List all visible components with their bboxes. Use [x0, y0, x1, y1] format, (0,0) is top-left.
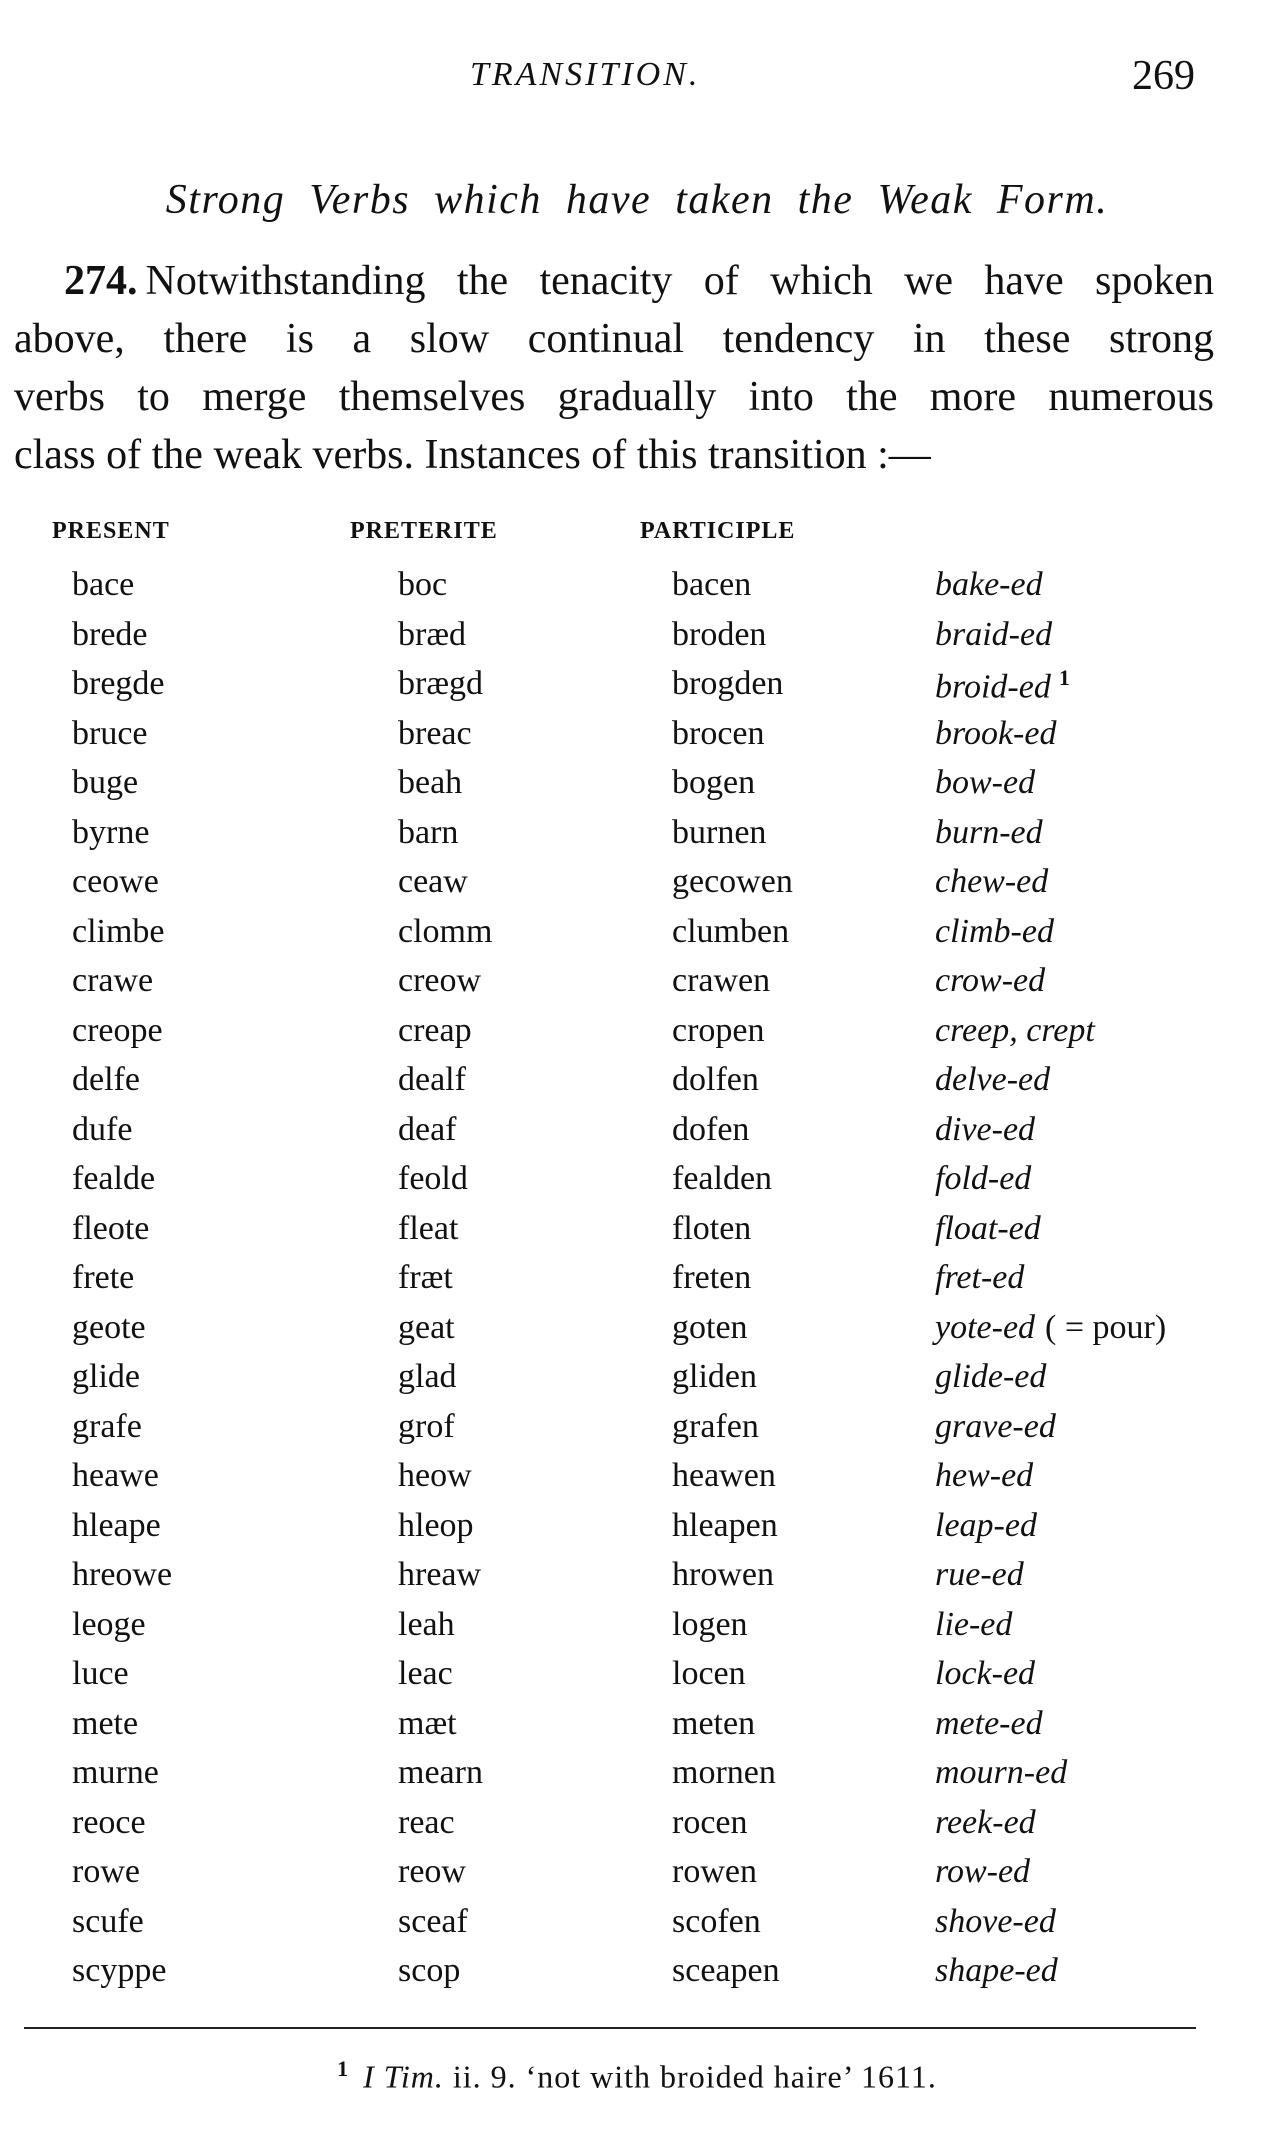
- cell-participle: [672, 1457, 776, 1495]
- table-row: [0, 1259, 1274, 1309]
- table-row: [0, 1754, 1274, 1804]
- cell-modern-form-text: mete-ed: [935, 1704, 1043, 1742]
- cell-present: [72, 665, 165, 703]
- table-row: [0, 1556, 1274, 1606]
- cell-preterite: [398, 1655, 453, 1693]
- cell-present-text: bruce: [72, 714, 148, 752]
- cell-present: [72, 863, 159, 901]
- footnote-reference: I Tim.: [363, 2058, 444, 2095]
- cell-participle-text: hleapen: [672, 1506, 778, 1544]
- cell-modern-form: [935, 715, 1056, 753]
- cell-participle: [672, 1061, 759, 1099]
- cell-preterite-text: geat: [398, 1308, 455, 1346]
- column-header-preterite: PRETERITE: [350, 518, 498, 544]
- cell-participle: [672, 1754, 776, 1792]
- section-heading: Strong Verbs which have taken the Weak Form.: [165, 177, 1109, 223]
- cell-preterite: [398, 962, 481, 1000]
- cell-preterite-text: dealf: [398, 1061, 466, 1098]
- cell-participle: [672, 1507, 778, 1545]
- cell-present: [72, 1160, 155, 1198]
- cell-modern-form-text: shape-ed: [935, 1952, 1058, 1989]
- cell-modern-form-text: grave-ed: [935, 1407, 1056, 1445]
- cell-participle: [672, 566, 751, 604]
- cell-participle: [672, 1705, 755, 1743]
- paragraph-line: class of the weak verbs. Instances of this transition :—: [14, 432, 931, 478]
- cell-participle-text: locen: [672, 1655, 746, 1692]
- cell-present: [72, 764, 138, 802]
- cell-preterite: [398, 814, 458, 852]
- table-row: [0, 1804, 1274, 1854]
- cell-preterite-text: ceaw: [398, 863, 468, 900]
- table-row: [0, 1408, 1274, 1458]
- cell-preterite: [398, 715, 472, 753]
- cell-modern-form: [935, 1309, 1166, 1347]
- cell-preterite: [398, 1903, 468, 1941]
- cell-participle-text: gliden: [672, 1358, 757, 1395]
- cell-modern-form-text: burn-ed: [935, 813, 1043, 851]
- paragraph-line-text: Notwithstanding the tenacity of which we have spoken: [145, 258, 1214, 304]
- cell-preterite: [398, 1210, 458, 1248]
- cell-participle: [672, 1259, 751, 1297]
- table-row: [0, 665, 1274, 715]
- cell-preterite-text: bræd: [398, 615, 466, 653]
- cell-modern-form-text: braid-ed: [935, 615, 1053, 653]
- cell-present: [72, 1012, 163, 1050]
- cell-preterite-text: boc: [398, 566, 448, 603]
- cell-present-text: scufe: [72, 1902, 144, 1940]
- cell-participle: [672, 1111, 749, 1149]
- cell-modern-form-text: glide-ed: [935, 1358, 1047, 1395]
- cell-modern-form: [935, 764, 1035, 802]
- cell-modern-form-text: fret-ed: [935, 1259, 1025, 1296]
- cell-participle: [672, 1210, 751, 1248]
- table-row: [0, 962, 1274, 1012]
- cell-present-text: frete: [72, 1259, 135, 1296]
- cell-participle: [672, 1160, 772, 1198]
- cell-preterite: [398, 1111, 457, 1149]
- cell-modern-form: [935, 1606, 1012, 1644]
- cell-modern-form: [935, 1952, 1058, 1990]
- cell-present-text: grafe: [72, 1407, 142, 1445]
- cell-preterite: [398, 1259, 453, 1297]
- cell-preterite-text: heow: [398, 1457, 472, 1494]
- table-row: [0, 1160, 1274, 1210]
- cell-present: [72, 1061, 140, 1099]
- cell-preterite: [398, 1160, 468, 1198]
- cell-participle-text: logen: [672, 1605, 748, 1643]
- cell-modern-form: [935, 616, 1052, 654]
- cell-present-text: delfe: [72, 1061, 140, 1098]
- cell-present: [72, 566, 134, 604]
- cell-participle-text: rocen: [672, 1803, 748, 1841]
- cell-modern-form-text: bake-ed: [935, 566, 1043, 603]
- cell-preterite-text: barn: [398, 813, 459, 851]
- table-row: [0, 1705, 1274, 1755]
- cell-modern-form-text: mourn-ed: [935, 1754, 1068, 1791]
- cell-participle-text: mornen: [672, 1754, 776, 1791]
- cell-preterite-text: grof: [398, 1407, 455, 1445]
- cell-modern-form: [935, 814, 1043, 852]
- cell-participle: [672, 1012, 765, 1050]
- cell-participle-text: floten: [672, 1209, 752, 1247]
- cell-present: [72, 1655, 129, 1693]
- cell-participle-text: freten: [672, 1259, 752, 1296]
- table-row: [0, 1507, 1274, 1557]
- cell-participle: [672, 1655, 746, 1693]
- cell-participle-text: fealden: [672, 1160, 773, 1197]
- cell-modern-form: [935, 1556, 1024, 1594]
- cell-preterite-text: clomm: [398, 912, 493, 950]
- cell-present-text: luce: [72, 1655, 129, 1692]
- table-row: [0, 863, 1274, 913]
- cell-present-text: buge: [72, 764, 139, 801]
- column-header-present: PRESENT: [52, 518, 170, 544]
- cell-participle-text: burnen: [672, 813, 767, 851]
- cell-present: [72, 616, 148, 654]
- cell-preterite-text: deaf: [398, 1110, 457, 1148]
- cell-present: [72, 913, 165, 951]
- cell-participle-text: goten: [672, 1308, 748, 1346]
- cell-modern-form-text: rue-ed: [935, 1556, 1024, 1593]
- table-header: [0, 518, 1274, 554]
- cell-present-text: glide: [72, 1358, 140, 1395]
- cell-preterite-text: breac: [398, 714, 472, 752]
- cell-present-text: climbe: [72, 912, 165, 950]
- cell-preterite-text: mearn: [398, 1754, 483, 1791]
- cell-participle-text: grafen: [672, 1407, 759, 1445]
- cell-modern-form-text: reek-ed: [935, 1803, 1036, 1841]
- cell-present: [72, 962, 153, 1000]
- table-row: [0, 1853, 1274, 1903]
- cell-preterite: [398, 1952, 460, 1990]
- cell-modern-form: [935, 566, 1043, 604]
- paragraph-line: verbs to merge themselves gradually into the more numerous: [14, 374, 1214, 420]
- cell-participle-text: heawen: [672, 1457, 776, 1494]
- cell-modern-form: [935, 1507, 1037, 1545]
- cell-preterite-text: mæt: [398, 1704, 457, 1742]
- cell-participle: [672, 1606, 748, 1644]
- cell-present-text: hleape: [72, 1506, 161, 1544]
- running-head: [0, 53, 1274, 106]
- cell-present-text: fleote: [72, 1209, 150, 1247]
- cell-participle-text: crawen: [672, 962, 771, 999]
- cell-participle: [672, 1309, 748, 1347]
- cell-preterite-text: sceaf: [398, 1902, 468, 1940]
- cell-modern-form-text: broid-ed: [935, 668, 1051, 706]
- cell-modern-form: [935, 962, 1045, 1000]
- table-row: [0, 1457, 1274, 1507]
- running-title: TRANSITION.: [470, 56, 701, 93]
- cell-participle: [672, 814, 766, 852]
- cell-modern-form-text: climb-ed: [935, 912, 1054, 950]
- cell-present: [72, 1309, 146, 1347]
- cell-preterite: [398, 1408, 455, 1446]
- cell-participle: [672, 1358, 757, 1396]
- cell-preterite: [398, 863, 468, 901]
- cell-preterite: [398, 1556, 481, 1594]
- cell-participle: [672, 1952, 780, 1990]
- cell-participle: [672, 962, 770, 1000]
- cell-present: [72, 1210, 149, 1248]
- cell-participle: [672, 1903, 761, 1941]
- cell-participle-text: bogen: [672, 764, 756, 801]
- cell-preterite: [398, 1507, 474, 1545]
- cell-modern-form: [935, 1853, 1030, 1891]
- cell-present: [72, 1952, 166, 1990]
- cell-present: [72, 1111, 132, 1149]
- paragraph-274: [14, 252, 1214, 484]
- cell-modern-form: [935, 1804, 1036, 1842]
- cell-preterite-text: creow: [398, 962, 482, 999]
- cell-preterite: [398, 1012, 472, 1050]
- cell-participle-text: dofen: [672, 1110, 750, 1148]
- cell-modern-form: [935, 1259, 1024, 1297]
- cell-participle-text: bacen: [672, 566, 752, 603]
- cell-present-text: ceowe: [72, 863, 159, 900]
- table-row: [0, 1655, 1274, 1705]
- cell-participle: [672, 715, 765, 753]
- cell-present-text: fealde: [72, 1160, 156, 1197]
- cell-participle-text: hrowen: [672, 1556, 774, 1593]
- cell-preterite: [398, 616, 466, 654]
- cell-modern-form: [935, 665, 1070, 706]
- cell-participle-text: gecowen: [672, 863, 793, 900]
- cell-modern-form-text: bow-ed: [935, 764, 1036, 801]
- cell-modern-form-text: lock-ed: [935, 1655, 1036, 1692]
- table-row: [0, 1012, 1274, 1062]
- cell-modern-form-text: hew-ed: [935, 1457, 1034, 1494]
- table-row: [0, 1061, 1274, 1111]
- cell-present-text: crawe: [72, 962, 154, 999]
- paragraph-line: above, there is a slow continual tendency in these strong: [14, 316, 1214, 362]
- cell-present: [72, 1507, 161, 1545]
- cell-preterite-text: feold: [398, 1160, 468, 1197]
- cell-preterite: [398, 1061, 466, 1099]
- cell-preterite: [398, 1754, 483, 1792]
- cell-participle-text: cropen: [672, 1011, 765, 1049]
- cell-modern-form: [935, 1457, 1033, 1495]
- cell-participle: [672, 1804, 748, 1842]
- cell-participle: [672, 616, 766, 654]
- cell-present: [72, 1606, 146, 1644]
- cell-modern-form-text: creep, crept: [935, 1011, 1095, 1049]
- cell-modern-form-text: row-ed: [935, 1853, 1031, 1890]
- cell-preterite: [398, 1606, 455, 1644]
- table-row: [0, 566, 1274, 616]
- cell-participle-text: sceapen: [672, 1952, 780, 1989]
- cell-participle-text: meten: [672, 1704, 756, 1742]
- footnote-marker: 1: [337, 2056, 350, 2081]
- cell-present: [72, 1705, 138, 1743]
- cell-modern-form-text: lie-ed: [935, 1605, 1013, 1643]
- cell-present-text: bace: [72, 566, 135, 603]
- table-row: [0, 1606, 1274, 1656]
- cell-preterite: [398, 1705, 457, 1743]
- cell-participle-text: broden: [672, 615, 767, 653]
- table-row: [0, 1358, 1274, 1408]
- cell-modern-form: [935, 1408, 1056, 1446]
- cell-preterite-text: creap: [398, 1011, 472, 1049]
- cell-present: [72, 1408, 142, 1446]
- cell-participle: [672, 1408, 759, 1446]
- cell-preterite-text: brægd: [398, 665, 483, 702]
- cell-present: [72, 1556, 172, 1594]
- table-row: [0, 814, 1274, 864]
- cell-present-text: reoce: [72, 1803, 146, 1841]
- cell-participle: [672, 913, 789, 951]
- cell-preterite-text: glad: [398, 1358, 457, 1395]
- cell-participle-text: brocen: [672, 714, 765, 752]
- cell-preterite: [398, 1358, 457, 1396]
- cell-present: [72, 715, 148, 753]
- paragraph-number: 274.: [64, 258, 138, 304]
- table-row: [0, 764, 1274, 814]
- paragraph-line: [14, 252, 1214, 310]
- cell-modern-form: [935, 1210, 1041, 1248]
- cell-modern-form-text: fold-ed: [935, 1160, 1032, 1197]
- cell-preterite-text: hleop: [398, 1506, 474, 1544]
- cell-present: [72, 1804, 146, 1842]
- cell-participle: [672, 764, 755, 802]
- footnote-text: ii. 9. ‘not with broided haire’ 1611.: [452, 2058, 937, 2095]
- cell-preterite: [398, 1309, 455, 1347]
- cell-present-text: heawe: [72, 1457, 159, 1494]
- table-row: [0, 1210, 1274, 1260]
- column-header-participle: PARTICIPLE: [640, 518, 796, 544]
- cell-preterite: [398, 665, 483, 703]
- cell-present-text: scyppe: [72, 1952, 167, 1989]
- table-row: [0, 1952, 1274, 2002]
- cell-present-text: bregde: [72, 665, 165, 702]
- page-number: 269: [1132, 53, 1195, 99]
- cell-modern-form-text: delve-ed: [935, 1061, 1051, 1098]
- cell-modern-form: [935, 1160, 1031, 1198]
- cell-modern-form-text: chew-ed: [935, 863, 1049, 900]
- cell-modern-form: [935, 1754, 1067, 1792]
- cell-participle: [672, 1556, 774, 1594]
- table-row: [0, 1111, 1274, 1161]
- cell-present: [72, 1259, 134, 1297]
- cell-preterite: [398, 1457, 472, 1495]
- footnote-rule: [24, 2027, 1196, 2029]
- cell-preterite: [398, 1804, 455, 1842]
- cell-modern-form: [935, 1358, 1046, 1396]
- cell-modern-form-text: crow-ed: [935, 962, 1046, 999]
- table-row: [0, 1903, 1274, 1953]
- cell-modern-form-text: shove-ed: [935, 1902, 1056, 1940]
- cell-preterite-text: reac: [398, 1803, 455, 1841]
- cell-modern-form: [935, 1061, 1050, 1099]
- cell-present-text: leoge: [72, 1605, 146, 1643]
- cell-present-text: geote: [72, 1308, 146, 1346]
- cell-modern-form: [935, 1705, 1043, 1743]
- cell-modern-form: [935, 1903, 1056, 1941]
- cell-preterite-text: fleat: [398, 1209, 459, 1247]
- cell-participle: [672, 1853, 757, 1891]
- cell-preterite-text: scop: [398, 1952, 461, 1989]
- cell-present: [72, 1457, 159, 1495]
- cell-modern-form-text: leap-ed: [935, 1506, 1037, 1544]
- table-row: [0, 1309, 1274, 1359]
- cell-participle: [672, 665, 783, 703]
- cell-participle-text: brogden: [672, 665, 784, 702]
- cell-participle-text: dolfen: [672, 1061, 759, 1098]
- footnote: [0, 2056, 1274, 2096]
- cell-participle-text: rowen: [672, 1853, 757, 1890]
- cell-modern-form: [935, 1012, 1095, 1050]
- cell-preterite-text: beah: [398, 764, 463, 801]
- cell-modern-form-text: float-ed: [935, 1209, 1041, 1247]
- cell-present-text: dufe: [72, 1110, 133, 1148]
- cell-participle-text: scofen: [672, 1902, 761, 1940]
- cell-modern-form: [935, 863, 1048, 901]
- cell-present-text: hreowe: [72, 1556, 173, 1593]
- cell-modern-form: [935, 913, 1054, 951]
- cell-present: [72, 814, 149, 852]
- cell-modern-form-text: brook-ed: [935, 714, 1057, 752]
- cell-preterite: [398, 913, 492, 951]
- cell-participle-text: clumben: [672, 912, 790, 950]
- cell-present-text: byrne: [72, 813, 150, 851]
- cell-modern-form: [935, 1111, 1035, 1149]
- table-row: [0, 715, 1274, 765]
- cell-present: [72, 1853, 140, 1891]
- cell-present: [72, 1903, 144, 1941]
- cell-preterite: [398, 566, 447, 604]
- cell-preterite-text: leah: [398, 1605, 455, 1643]
- cell-participle: [672, 863, 793, 901]
- cell-present-text: mete: [72, 1704, 139, 1742]
- cell-modern-form-text: yote-ed: [935, 1308, 1036, 1346]
- cell-preterite-text: fræt: [398, 1259, 453, 1296]
- cell-preterite-text: leac: [398, 1655, 453, 1692]
- cell-preterite: [398, 1853, 466, 1891]
- cell-present: [72, 1358, 140, 1396]
- table-row: [0, 616, 1274, 666]
- cell-present-text: rowe: [72, 1853, 140, 1890]
- cell-present-text: creope: [72, 1011, 163, 1049]
- cell-modern-form: [935, 1655, 1035, 1693]
- cell-modern-form-text: dive-ed: [935, 1110, 1036, 1148]
- cell-preterite: [398, 764, 462, 802]
- footnote-reference-marker: 1: [1058, 665, 1070, 690]
- cell-present-text: brede: [72, 615, 148, 653]
- cell-present-text: murne: [72, 1754, 159, 1791]
- cell-preterite-text: reow: [398, 1853, 466, 1890]
- cell-present: [72, 1754, 159, 1792]
- table-row: [0, 913, 1274, 963]
- gloss-note: ( = pour): [1045, 1308, 1167, 1346]
- cell-preterite-text: hreaw: [398, 1556, 482, 1593]
- verb-table: [0, 566, 1274, 2002]
